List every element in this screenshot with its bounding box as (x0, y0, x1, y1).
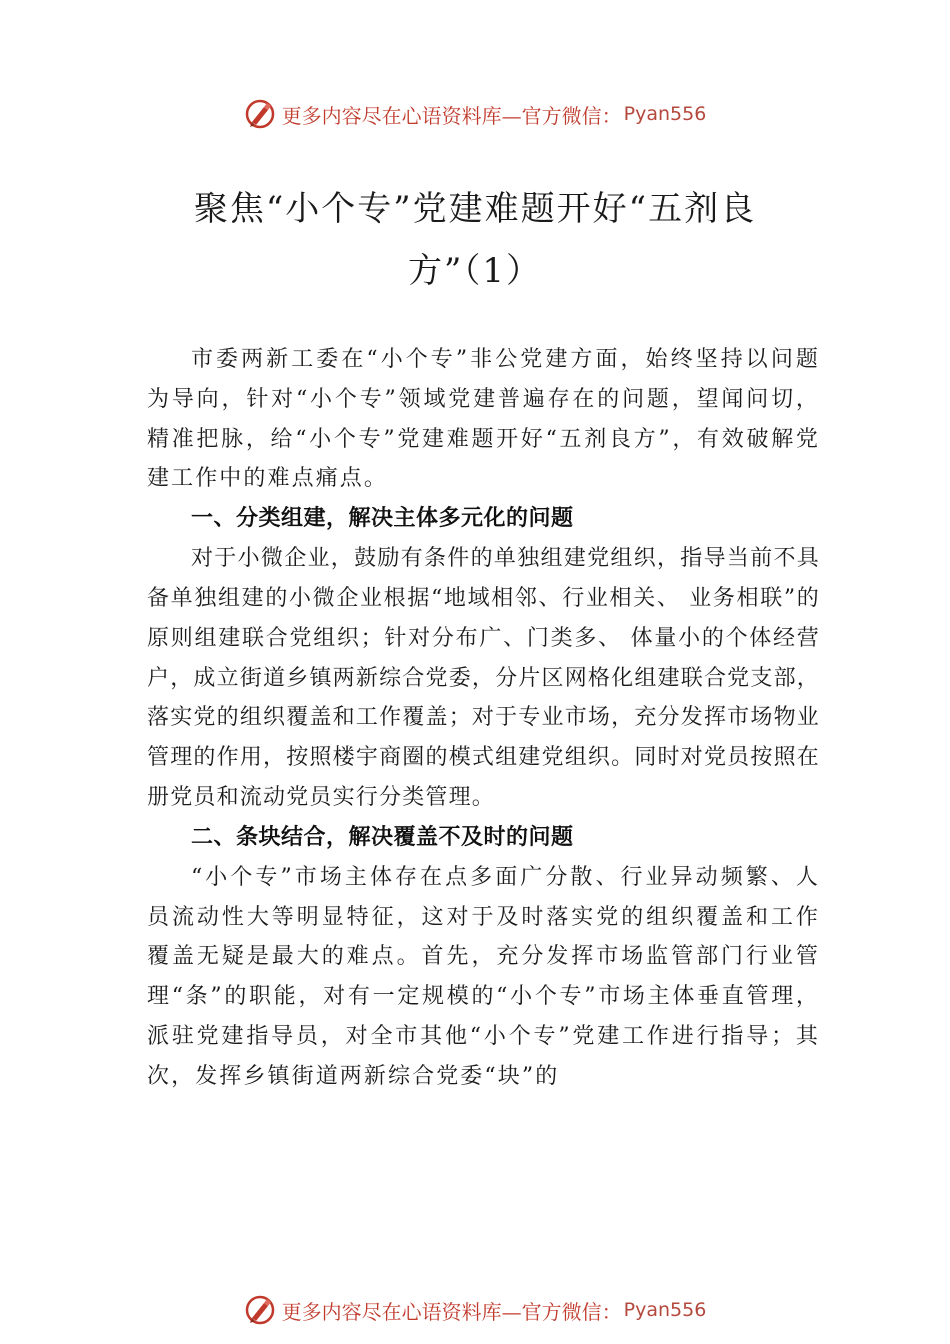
section-2-heading: 二、条块结合，解决覆盖不及时的问题 (191, 824, 574, 850)
section-2-paragraph: “小个专”市场主体存在点多面广分散、行业异动频繁、人员流动性大等明显特征，这对于及时落实党的组织覆盖和工作覆盖无疑是最大的难点。首先，充分发挥市场监管部门行业管理“条”的职能，对有一定规模的“小个专”市场主体垂直管理，派驻党建指导员，对全市其他“小个专”党建工作进行指导；其次，发挥乡镇街道两新综合党委“块”的 (147, 864, 820, 1089)
document-body (147, 340, 820, 1097)
pen-logo-icon (244, 1294, 276, 1326)
footer-banner (0, 1290, 950, 1330)
header-wechat-id: Pyan556 (623, 103, 707, 125)
title-line-2: 方”（1） (407, 251, 542, 291)
document-title (150, 178, 800, 302)
section-1-heading: 一、分类组建，解决主体多元化的问题 (191, 506, 574, 532)
footer-promo-text: 更多内容尽在心语资料库—官方微信： (281, 1299, 622, 1324)
header-banner (0, 94, 950, 134)
intro-paragraph: 市委两新工委在“小个专”非公党建方面，始终坚持以问题为导向，针对“小个专”领域党建普遍存在的问题，望闻问切，精准把脉，给“小个专”党建难题开好“五剂良方”，有效破解党建工作中的难点痛点。 (147, 347, 820, 492)
section-1-paragraph: 对于小微企业，鼓励有条件的单独组建党组织，指导当前不具备单独组建的小微企业根据“地域相邻、行业相关、 业务相联”的原则组建联合党组织；针对分布广、门类多、 体量小的个体经营户，成立街道乡镇两新综合党委，分片区网格化组建联合党支部，落实党的组织覆盖和工作覆盖；对于专业市场，充分发挥市场物业管理的作用，按照楼宇商圈的模式组建党组织。同时对党员按照在册党员和流动党员实行分类管理。 (147, 546, 820, 810)
footer-wechat-id: Pyan556 (623, 1299, 707, 1321)
pen-logo-icon (244, 98, 276, 130)
header-promo-text: 更多内容尽在心语资料库—官方微信： (281, 103, 622, 128)
title-line-1: 聚焦“小个专”党建难题开好“五剂良 (193, 189, 757, 229)
